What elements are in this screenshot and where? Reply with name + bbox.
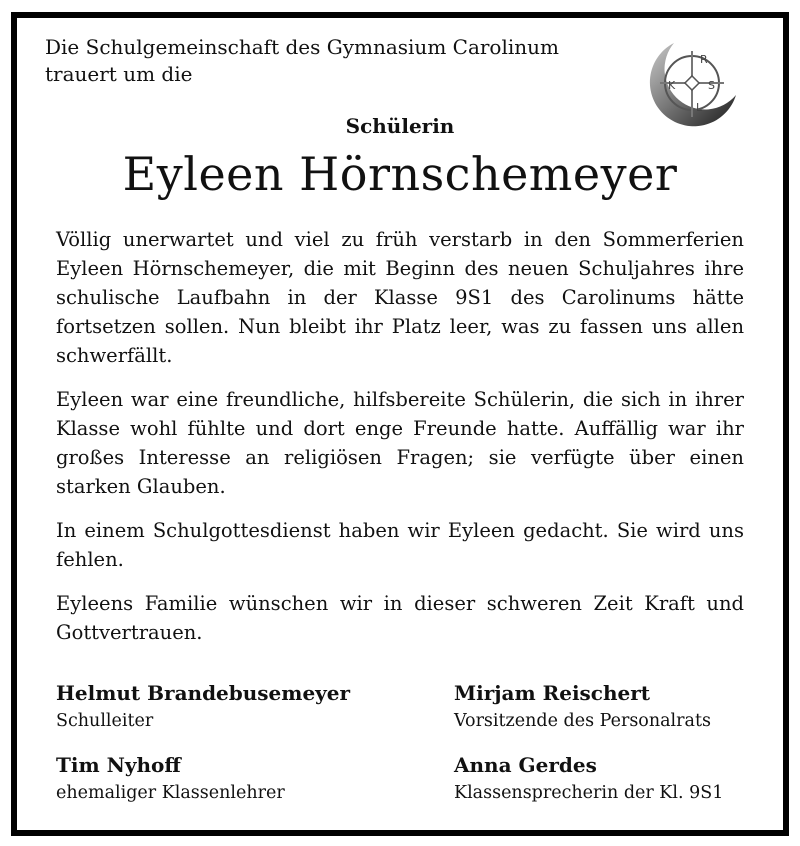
deceased-name: Eyleen Hörnschemeyer xyxy=(122,147,678,201)
signature-block xyxy=(56,678,744,818)
signature-staff-council xyxy=(454,678,784,734)
paragraph: In einem Schulgottesdienst haben wir Eyleen gedacht. Sie wird uns fehlen. xyxy=(56,519,744,571)
intro-line-1: Die Schulgemeinschaft des Gymnasium Carolinum xyxy=(45,35,559,59)
signatory-role: ehemaliger Klassenlehrer xyxy=(56,783,285,803)
obituary-body xyxy=(56,225,744,662)
intro-line-2: trauert um die xyxy=(45,62,193,86)
signature-class-representative xyxy=(454,750,784,806)
signatory-name: Mirjam Reischert xyxy=(454,681,651,705)
emblem-letter-r: R xyxy=(700,53,708,66)
signature-class-teacher xyxy=(56,750,386,806)
role-label: Schülerin xyxy=(345,114,455,138)
paragraph: Eyleens Familie wünschen wir in dieser schweren Zeit Kraft und Gottvertrauen. xyxy=(56,592,744,644)
emblem-letter-k: K xyxy=(668,79,676,92)
signature-principal xyxy=(56,678,386,734)
signatory-role: Klassensprecherin der Kl. 9S1 xyxy=(454,783,724,803)
signatory-name: Anna Gerdes xyxy=(454,753,597,777)
signatory-name: Tim Nyhoff xyxy=(56,753,181,777)
signatory-role: Schulleiter xyxy=(56,711,154,731)
emblem-letter-l: L xyxy=(696,101,703,114)
signatory-name: Helmut Brandebusemeyer xyxy=(56,681,351,705)
signatory-role: Vorsitzende des Personalrats xyxy=(454,711,711,731)
paragraph: Eyleen war eine freundliche, hilfsbereite Schülerin, die sich in ihrer Klasse wohl fühlte und dort enge Freunde hatte. Auffällig war ihr großes Interesse an religiösen Fragen; sie verfügte über einen starken Glauben. xyxy=(56,388,744,498)
paragraph: Völlig unerwartet und viel zu früh verstarb in den Sommerferien Eyleen Hörnschemeyer, die mit Beginn des neuen Schuljahres ihre schulische Laufbahn in der Klasse 9S1 des Carolinums hätte fortsetzen sollen. Nun bleibt ihr Platz leer, was zu fassen uns allen schwerfällt. xyxy=(56,228,744,367)
emblem-letter-s: S xyxy=(708,79,715,92)
intro-text xyxy=(45,34,605,88)
